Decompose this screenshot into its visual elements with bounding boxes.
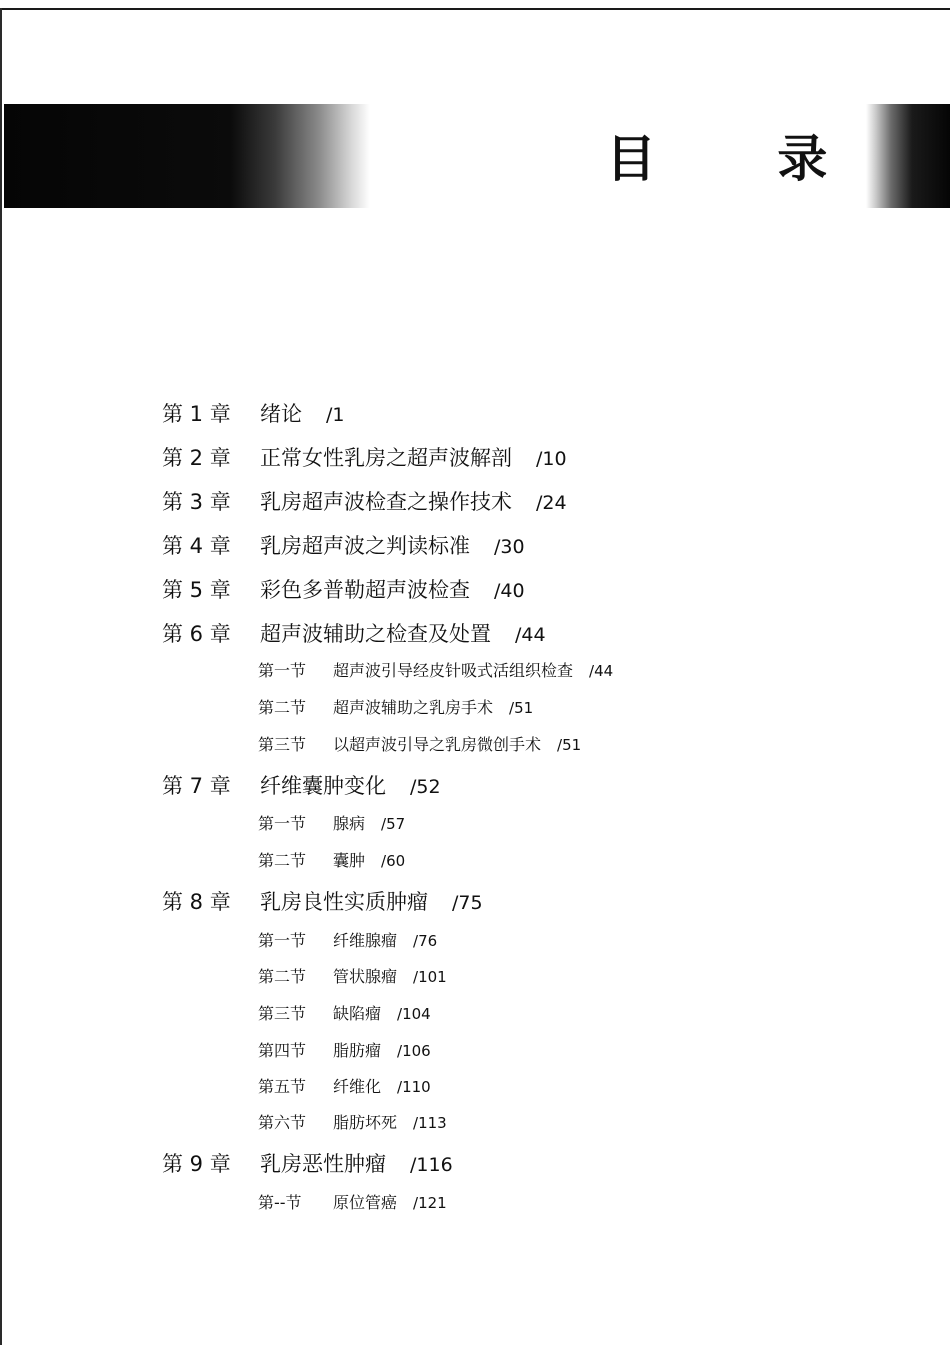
section-page: /106 (397, 1042, 431, 1060)
section-page: /51 (557, 736, 582, 754)
section-page: /44 (589, 662, 614, 680)
chapter-title: 正常女性乳房之超声波解剖 (260, 446, 512, 470)
toc-chapter-row (162, 486, 567, 516)
section-number: 第二节 (258, 967, 307, 986)
section-page: /101 (413, 968, 447, 986)
section-number: 第二节 (258, 698, 307, 717)
chapter-number: 第 4 章 (162, 534, 231, 558)
section-number: 第二节 (258, 851, 307, 870)
toc-section-row (258, 1001, 431, 1024)
chapter-number: 第 1 章 (162, 402, 231, 426)
chapter-title: 彩色多普勒超声波检查 (260, 578, 470, 602)
section-title: 纤维腺瘤 (333, 931, 398, 950)
section-page: /60 (381, 852, 406, 870)
chapter-number: 第 3 章 (162, 490, 231, 514)
section-title: 原位管癌 (333, 1193, 398, 1212)
section-title: 囊肿 (333, 851, 366, 870)
chapter-page: /1 (326, 404, 345, 426)
section-page: /76 (413, 932, 438, 950)
section-number: 第一节 (258, 814, 307, 833)
section-number: 第六节 (258, 1113, 307, 1132)
chapter-title: 乳房恶性肿瘤 (260, 1152, 386, 1176)
section-title: 超声波辅助之乳房手术 (333, 698, 494, 717)
chapter-title: 超声波辅助之检查及处置 (260, 622, 491, 646)
section-title: 脂肪瘤 (333, 1041, 382, 1060)
section-number: 第三节 (258, 1004, 307, 1023)
chapter-number: 第 7 章 (162, 774, 231, 798)
chapter-page: /30 (494, 536, 525, 558)
toc-section-row (258, 1190, 447, 1213)
section-page: /57 (381, 815, 406, 833)
toc-section-row (258, 658, 613, 681)
toc-section-row (258, 848, 405, 871)
chapter-title: 乳房超声波之判读标准 (260, 534, 470, 558)
chapter-page: /40 (494, 580, 525, 602)
chapter-page: /116 (410, 1154, 453, 1176)
toc-chapter-row (162, 618, 546, 648)
section-title: 纤维化 (333, 1077, 382, 1096)
toc-chapter-row (162, 442, 567, 472)
toc-chapter-row (162, 574, 525, 604)
toc-section-row (258, 1074, 431, 1097)
section-title: 脂肪坏死 (333, 1113, 398, 1132)
section-page: /51 (509, 699, 534, 717)
section-title: 缺陷瘤 (333, 1004, 382, 1023)
section-number: 第--节 (258, 1193, 302, 1212)
chapter-number: 第 5 章 (162, 578, 231, 602)
section-page: /121 (413, 1194, 447, 1212)
chapter-page: /44 (515, 624, 546, 646)
toc-section-row (258, 928, 437, 951)
chapter-title: 乳房良性实质肿瘤 (260, 890, 428, 914)
toc-chapter-row (162, 398, 345, 428)
chapter-page: /75 (452, 892, 483, 914)
chapter-page: /52 (410, 776, 441, 798)
toc-section-row (258, 1038, 431, 1061)
toc-section-row (258, 1110, 447, 1133)
section-page: /113 (413, 1114, 447, 1132)
section-number: 第五节 (258, 1077, 307, 1096)
chapter-title: 绪论 (260, 402, 302, 426)
section-title: 超声波引导经皮针吸式活组织检查 (333, 661, 574, 680)
chapter-page: /10 (536, 448, 567, 470)
chapter-number: 第 6 章 (162, 622, 231, 646)
section-title: 腺病 (333, 814, 366, 833)
toc-section-row (258, 811, 405, 834)
chapter-number: 第 8 章 (162, 890, 231, 914)
chapter-number: 第 2 章 (162, 446, 231, 470)
section-page: /110 (397, 1078, 431, 1096)
toc-chapter-row (162, 886, 483, 916)
toc-chapter-row (162, 1148, 453, 1178)
toc-section-row (258, 695, 533, 718)
chapter-title: 乳房超声波检查之操作技术 (260, 490, 512, 514)
section-title: 以超声波引导之乳房微创手术 (333, 735, 542, 754)
section-number: 第四节 (258, 1041, 307, 1060)
page-title: 目 录 (606, 130, 880, 188)
chapter-number: 第 9 章 (162, 1152, 231, 1176)
section-number: 第一节 (258, 931, 307, 950)
section-number: 第三节 (258, 735, 307, 754)
section-number: 第一节 (258, 661, 307, 680)
chapter-title: 纤维囊肿变化 (260, 774, 386, 798)
toc-section-row (258, 732, 581, 755)
chapter-page: /24 (536, 492, 567, 514)
toc-chapter-row (162, 770, 441, 800)
section-title: 管状腺瘤 (333, 967, 398, 986)
toc-section-row (258, 964, 447, 987)
section-page: /104 (397, 1005, 431, 1023)
toc-chapter-row (162, 530, 525, 560)
